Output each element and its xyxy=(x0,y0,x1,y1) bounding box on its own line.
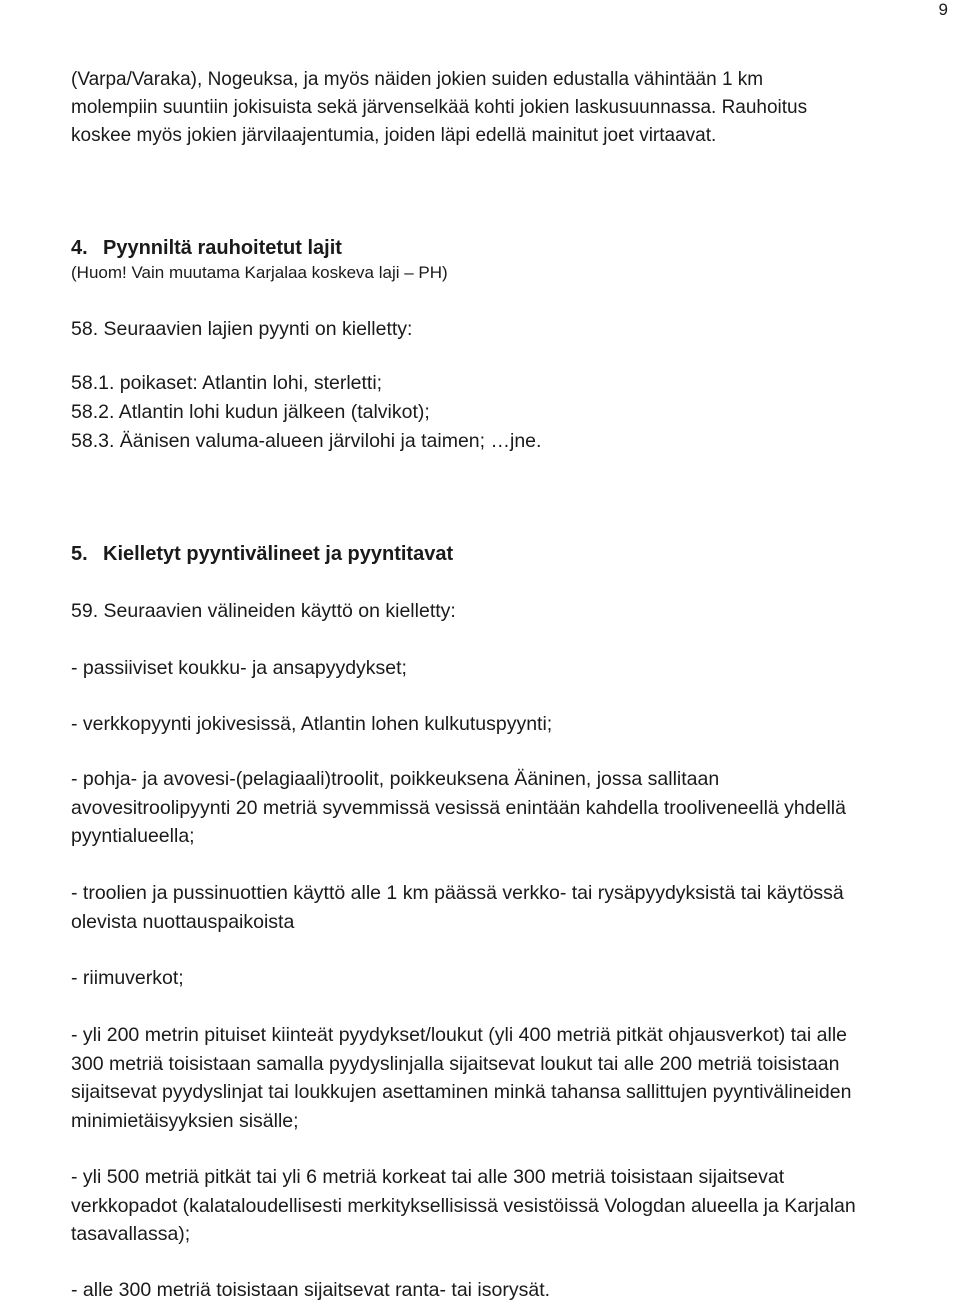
section-4-heading xyxy=(71,234,342,262)
item-58-1: 58.1. poikaset: Atlantin lohi, sterletti; xyxy=(71,372,383,394)
list-line: - riimuverkot; xyxy=(71,967,184,989)
list-item xyxy=(71,710,951,739)
list-line: tasavallassa); xyxy=(71,1223,191,1245)
section-5-title: Kielletyt pyyntivälineet ja pyyntitavat xyxy=(103,543,454,565)
list-line: - passiiviset koukku- ja ansapyydykset; xyxy=(71,657,407,679)
list-item xyxy=(71,879,951,936)
list-item xyxy=(71,765,951,851)
list-line: minimietäisyyksien sisälle; xyxy=(71,1109,299,1132)
list-item xyxy=(71,964,951,993)
item-58-2: 58.2. Atlantin lohi kudun jälkeen (talvikot); xyxy=(71,401,430,423)
list-line: - yli 200 metrin pituiset kiinteät pyydykset/loukut (yli 400 metriä pitkät ohjausverkot) tai alle xyxy=(71,1024,848,1046)
list-line: 300 metriä toisistaan samalla pyydyslinjalla sijaitsevat loukut tai alle 200 metriä toisistaan xyxy=(71,1052,840,1075)
intro-paragraph xyxy=(71,66,931,150)
list-line: avovesitroolipyynti 20 metriä syvemmissä vesissä enintään kahdella trooliveneellä yhdellä xyxy=(71,796,846,819)
intro-line: (Varpa/Varaka), Nogeuksa, ja myös näiden jokien suiden edustalla vähintään 1 km xyxy=(71,69,764,90)
list-item xyxy=(71,1021,951,1135)
list-line: - pohja- ja avovesi-(pelagiaali)troolit, poikkeuksena Ääninen, jossa sallitaan xyxy=(71,768,720,790)
list-line: olevista nuottauspaikoista xyxy=(71,910,295,933)
item-58-3: 58.3. Äänisen valuma-alueen järvilohi ja taimen; …jne. xyxy=(71,430,542,452)
list-item xyxy=(71,1163,951,1249)
section-5-heading xyxy=(71,540,453,568)
page-number: 9 xyxy=(938,0,948,19)
list-line: - yli 500 metriä pitkät tai yli 6 metriä korkeat tai alle 300 metriä toisistaan sijaitsevat xyxy=(71,1166,785,1188)
paragraph-59: 59. Seuraavien välineiden käyttö on kielletty: xyxy=(71,600,456,622)
section-4-number: 4. xyxy=(71,237,88,259)
section-4-title: Pyynniltä rauhoitetut lajit xyxy=(103,237,342,259)
intro-line: molempiin suuntiin jokisuista sekä järvenselkää kohti jokien laskusuunnassa. Rauhoitus xyxy=(71,97,808,118)
paragraph-58: 58. Seuraavien lajien pyynti on kielletty: xyxy=(71,318,413,340)
section-4-note: (Huom! Vain muutama Karjalaa koskeva laji – PH) xyxy=(71,263,448,282)
list-item xyxy=(71,1276,951,1305)
intro-line: koskee myös jokien järvilaajentumia, joiden läpi edellä mainitut joet virtaavat. xyxy=(71,125,717,146)
list-line: - verkkopyynti jokivesissä, Atlantin lohen kulkutuspyynti; xyxy=(71,713,553,735)
list-line: - troolien ja pussinuottien käyttö alle 1 km päässä verkko- tai rysäpyydyksistä tai käytössä xyxy=(71,882,844,904)
list-line: - alle 300 metriä toisistaan sijaitsevat ranta- tai isorysät. xyxy=(71,1279,551,1301)
section-5-number: 5. xyxy=(71,543,88,565)
list-line: pyyntialueella; xyxy=(71,825,195,847)
list-item xyxy=(71,654,951,683)
list-line: sijaitsevat pyydyslinjat tai loukkujen asettaminen minkä tahansa sallittujen pyyntivälineiden xyxy=(71,1081,852,1103)
list-line: verkkopadot (kalataloudellisesti merkityksellisissä vesistöissä Vologdan alueella ja Karjalan xyxy=(71,1194,856,1217)
